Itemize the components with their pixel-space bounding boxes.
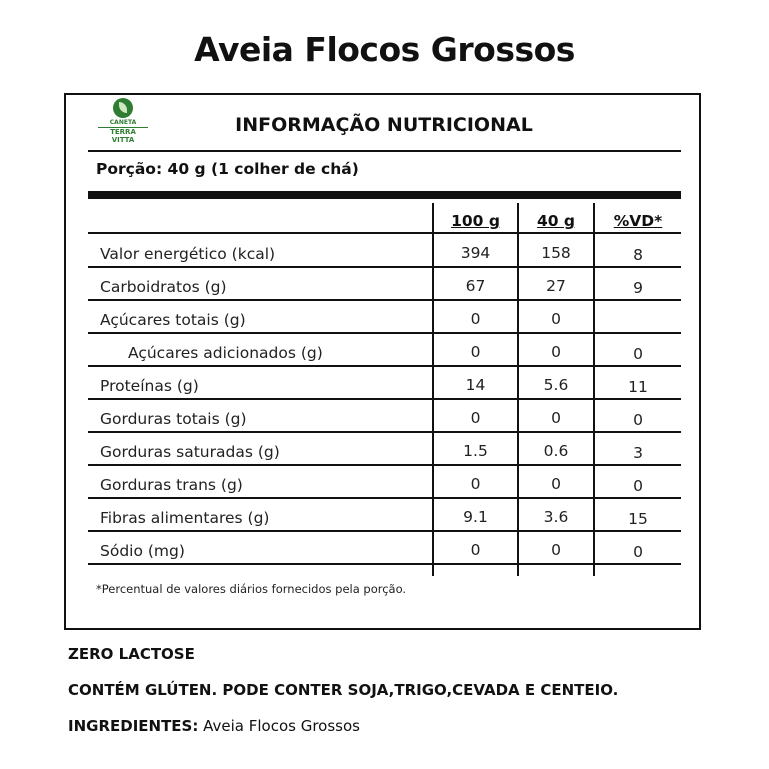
- value-40g: 3.6: [543, 508, 569, 526]
- value-40g: 0: [551, 343, 561, 361]
- row-divider: [88, 365, 681, 367]
- value-40g: 5.6: [543, 376, 569, 394]
- nutrient-label: Açúcares adicionados (g): [128, 344, 323, 362]
- product-title: Aveia Flocos Grossos: [194, 30, 575, 69]
- nutrient-label: Valor energético (kcal): [100, 245, 276, 263]
- header-underline: [88, 232, 681, 234]
- row-divider: [88, 398, 681, 400]
- nutrient-label: Sódio (mg): [100, 542, 185, 560]
- value-vd: 0: [633, 345, 643, 363]
- value-40g: 0: [551, 475, 561, 493]
- nutrition-label-title: INFORMAÇÃO NUTRICIONAL: [235, 114, 533, 136]
- ingredients-label: INGREDIENTES:: [68, 717, 199, 735]
- nutrient-label: Gorduras trans (g): [100, 476, 243, 494]
- ingredients: [68, 717, 360, 735]
- row-divider: [88, 431, 681, 433]
- row-divider: [88, 332, 681, 334]
- ingredients-text: Aveia Flocos Grossos: [198, 717, 360, 735]
- allergen-warning: CONTÉM GLÚTEN. PODE CONTER SOJA,TRIGO,CEVADA E CENTEIO.: [68, 681, 619, 699]
- value-100g: 0: [470, 343, 481, 361]
- portion-size: Porção: 40 g (1 colher de chá): [96, 160, 359, 178]
- row-divider: [88, 464, 681, 466]
- value-vd: 0: [633, 411, 643, 429]
- value-40g: 27: [546, 277, 566, 295]
- value-100g: 0: [470, 310, 481, 328]
- divider-title: [88, 150, 681, 152]
- nutrient-label: Gorduras totais (g): [100, 410, 247, 428]
- value-100g: 14: [465, 376, 486, 394]
- divider-thick: [88, 191, 681, 199]
- value-100g: 67: [465, 277, 486, 295]
- logo-text-top: CANETA: [109, 119, 137, 126]
- nutrient-label: Proteínas (g): [100, 377, 199, 395]
- logo-text-brand: TERRA VITTA: [98, 127, 148, 144]
- value-vd: 8: [633, 246, 643, 264]
- value-40g: 0: [551, 310, 561, 328]
- column-header-100g: 100 g: [451, 212, 500, 230]
- value-100g: 0: [470, 541, 481, 559]
- value-40g: 0: [551, 409, 561, 427]
- value-40g: 0: [551, 541, 561, 559]
- column-header-vd: %VD*: [613, 212, 663, 230]
- row-divider: [88, 563, 681, 565]
- nutrient-label: Carboidratos (g): [100, 278, 227, 296]
- value-100g: 0: [470, 409, 481, 427]
- value-vd: 11: [628, 378, 648, 396]
- nutrient-label: Fibras alimentares (g): [100, 509, 270, 527]
- value-vd: 9: [633, 279, 643, 297]
- value-100g: 9.1: [463, 508, 488, 526]
- value-40g: 0.6: [543, 442, 569, 460]
- value-vd: 0: [633, 543, 643, 561]
- value-40g: 158: [541, 244, 571, 262]
- row-divider: [88, 299, 681, 301]
- row-divider: [88, 266, 681, 268]
- value-vd: 15: [628, 510, 648, 528]
- footnote: *Percentual de valores diários fornecidos pela porção.: [96, 582, 407, 596]
- row-divider: [88, 497, 681, 499]
- value-100g: 0: [470, 475, 481, 493]
- value-100g: 1.5: [463, 442, 488, 460]
- value-vd: 0: [633, 477, 643, 495]
- value-100g: 394: [460, 244, 491, 262]
- value-vd: 3: [633, 444, 643, 462]
- zero-lactose-note: ZERO LACTOSE: [68, 645, 195, 663]
- nutrient-label: Gorduras saturadas (g): [100, 443, 280, 461]
- row-divider: [88, 530, 681, 532]
- nutrient-label: Açúcares totais (g): [100, 311, 246, 329]
- column-header-40g: 40 g: [536, 212, 576, 230]
